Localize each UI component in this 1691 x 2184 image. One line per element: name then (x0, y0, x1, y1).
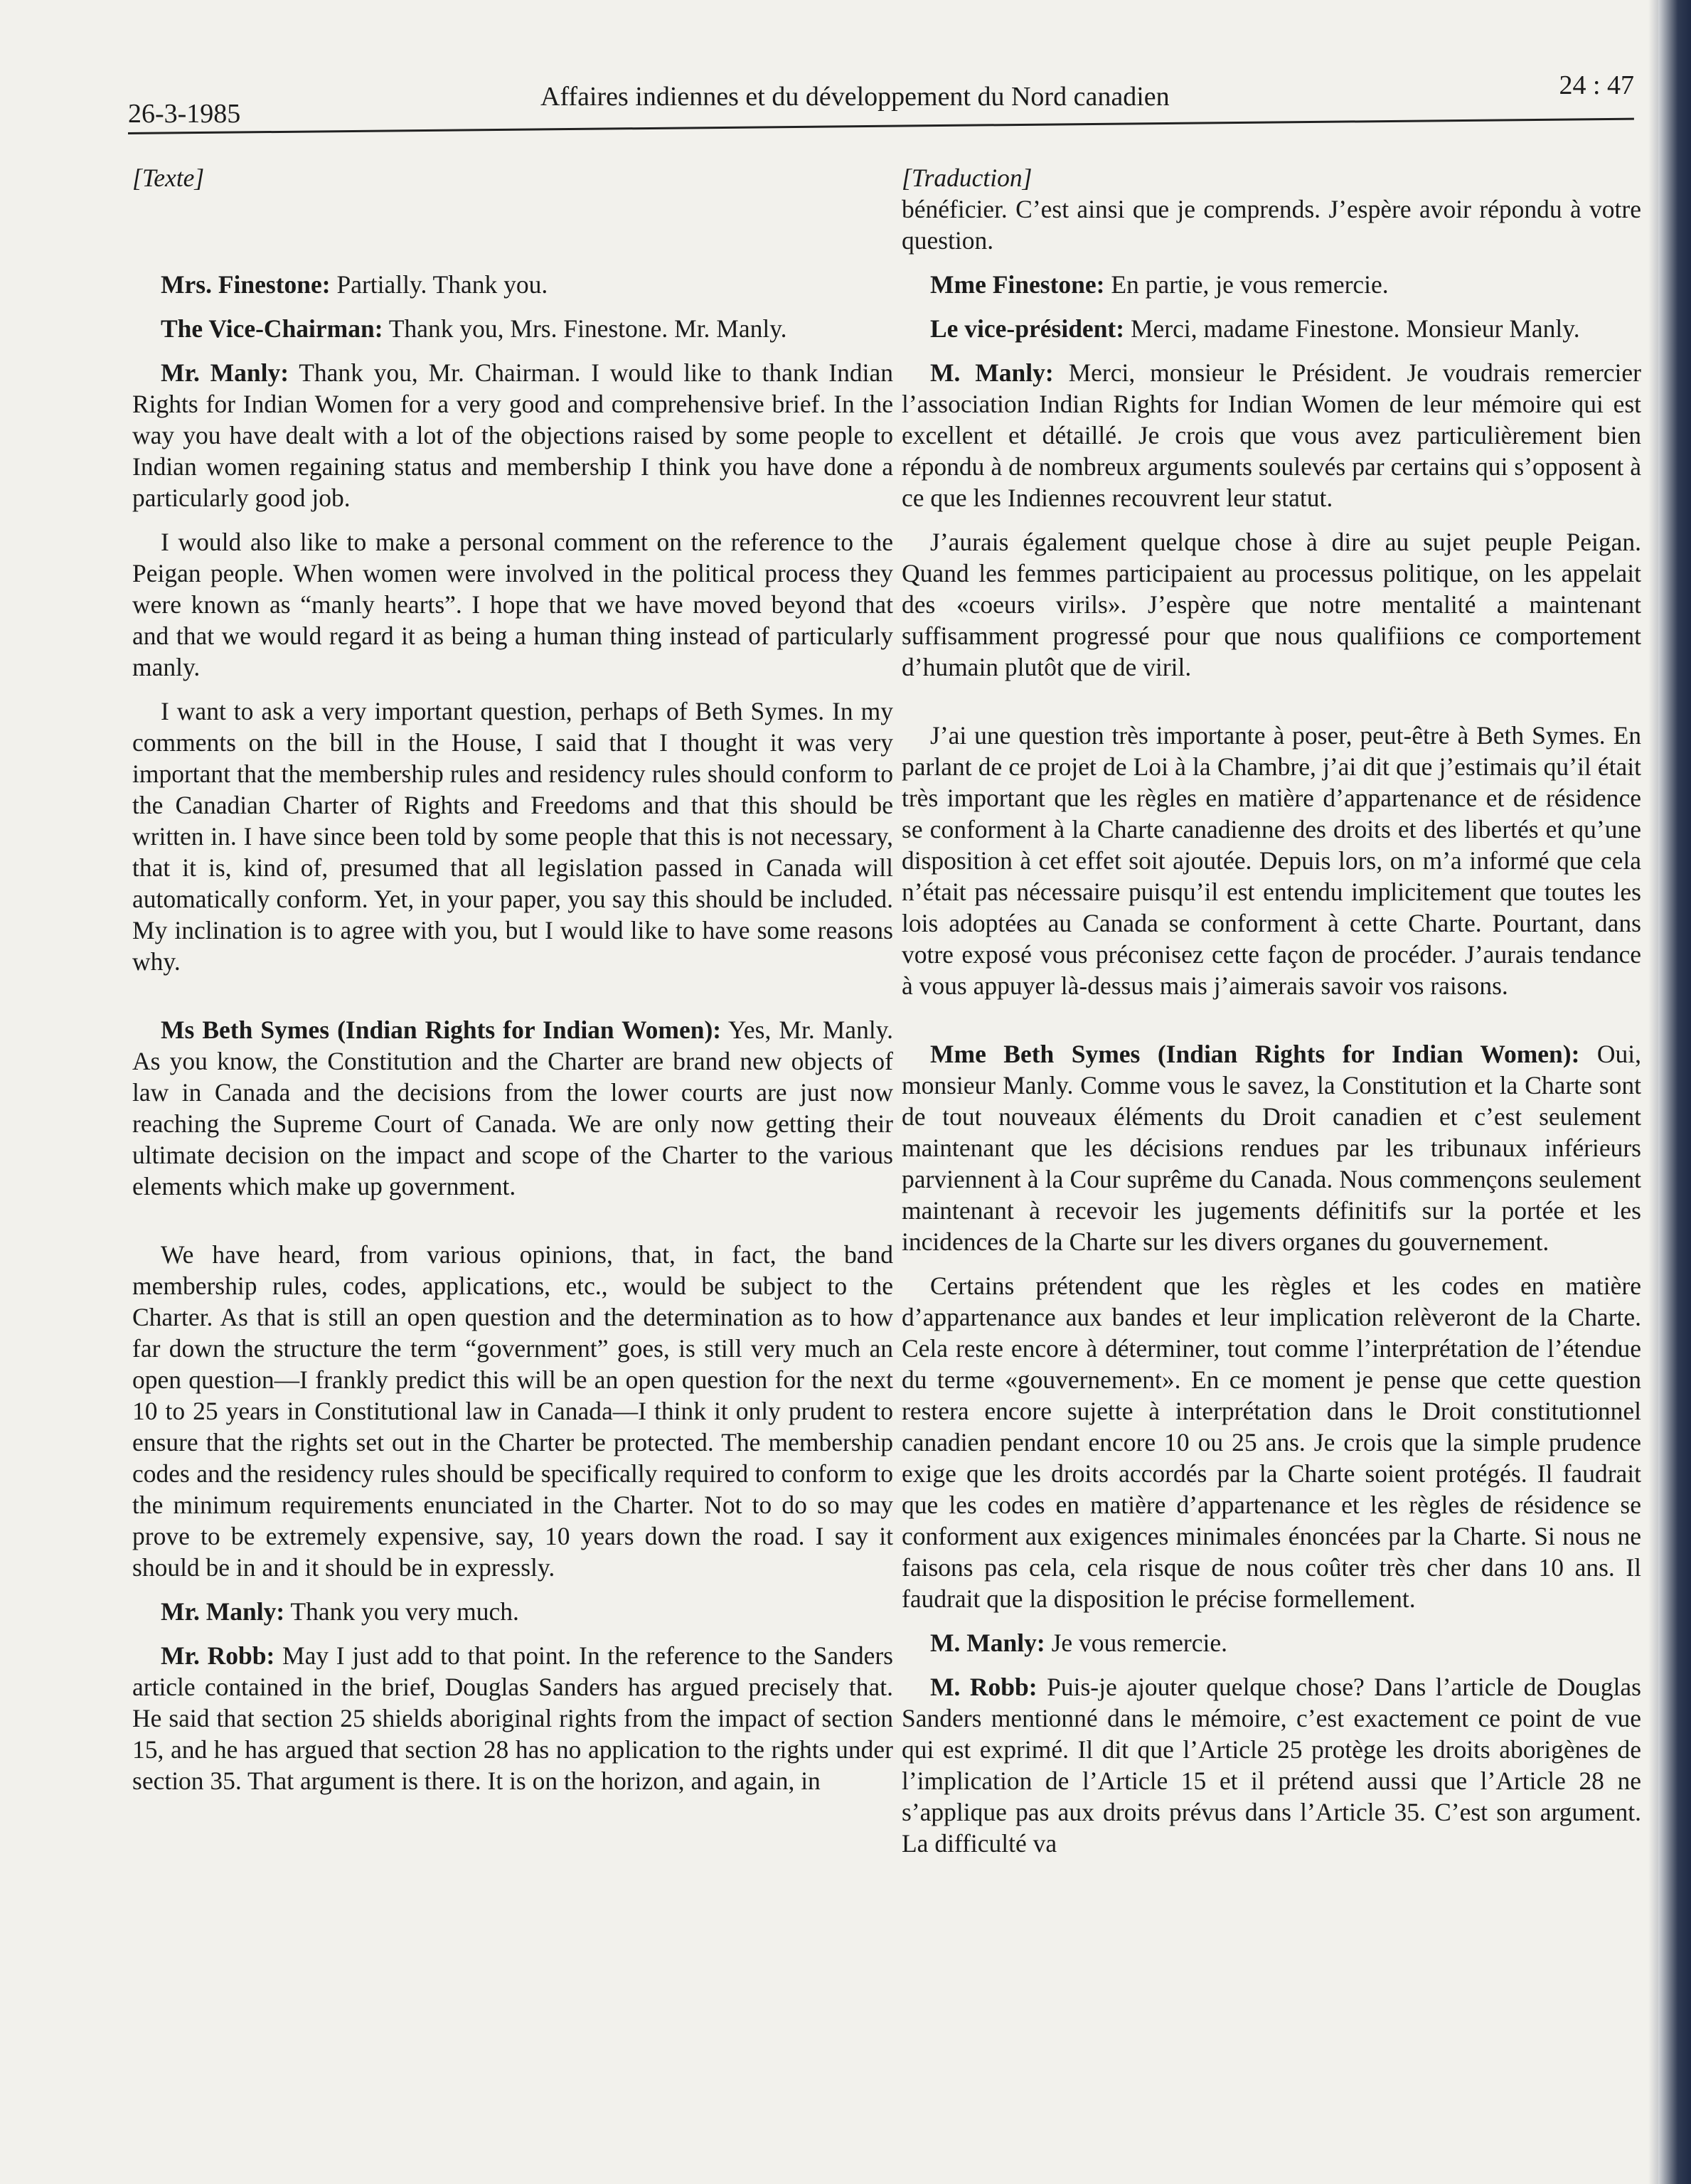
paragraph (132, 357, 893, 513)
paragraph (132, 269, 893, 300)
speech-text: En partie, je vous remercie. (1104, 270, 1389, 299)
header-date: 26-3-1985 (128, 99, 241, 129)
paragraph (902, 193, 1641, 256)
speech-text: Puis-je ajouter quelque chose? Dans l’article de Douglas Sanders mentionné dans le mémoire, c’est exactement ce point de vue qui est exprimé. Il dit que l’Article 25 protège les droits aborigènes de l’implication de l’Article 15 et il prétend aussi que l’Article 28 ne s’applique pas aux droits prévus dans l’Article 35. C’est son argument. La difficulté va (902, 1673, 1641, 1858)
speaker-name: M. Manly: (930, 358, 1054, 387)
speech-text: Partially. Thank you. (330, 270, 548, 299)
left-column-english (132, 162, 893, 1796)
scan-binding-shadow (1658, 0, 1691, 2184)
speech-text: May I just add to that point. In the reference to the Sanders article contained in the brief, Douglas Sanders has argued precisely that. He said that section 25 shields aboriginal rights from the impact of section 15, and he has argued that section 28 has no application to the rights under section 35. That argument is there. It is on the horizon, and again, in (132, 1641, 893, 1795)
speech-text: Thank you, Mrs. Finestone. Mr. Manly. (383, 314, 787, 343)
speech-text: Oui, monsieur Manly. Comme vous le savez, la Constitution et la Charte sont de tout nouveaux éléments du Droit canadien et c’est seulement maintenant que les décisions rendues par les tribunaux inférieurs parviennent à la Cour suprême du Canada. Nous commençons seulement maintenant à recevoir les jugements définitifs sur la portée et les incidences de la Charte sur les divers organes du gouvernement. (902, 1040, 1642, 1256)
speaker-name: Le vice-président: (930, 314, 1125, 343)
paragraph (132, 1014, 893, 1202)
paragraph (132, 1640, 893, 1796)
speaker-name: Mr. Manly: (161, 1597, 285, 1626)
right-column-french (902, 162, 1641, 1859)
column-label-texte: [Texte] (132, 164, 205, 192)
speaker-name: Mr. Robb: (161, 1641, 275, 1670)
speech-text: Je vous remercie. (1045, 1629, 1227, 1657)
speech-text: Certains prétendent que les règles et les codes en matière d’appartenance aux bandes et leur implication relèveront de la Charte. Cela reste encore à déterminer, tout comme l’interprétation de l’étendue du terme «gouvernement». En ce moment je pense que cette question restera encore sujette à interprétation dans le Droit constitutionnel canadien pendant encore 10 ou 25 ans. Je crois que la simple prudence exige que les droits accordés par la Charte soient protégés. Il faudrait que les codes en matière d’appartenance et les règles de résidence se conforment aux exigences minimales énoncées par la Charte. Si nous ne faisons pas cela, cela risque de nous coûter très cher dans 10 ans. Il faudrait que la disposition le précise formellement. (902, 1272, 1641, 1613)
speaker-name: Mr. Manly: (161, 358, 289, 387)
paragraph (902, 1270, 1641, 1614)
paragraph (132, 1596, 893, 1627)
paragraph (132, 1239, 893, 1583)
paragraph (902, 357, 1641, 513)
speaker-name: M. Robb: (930, 1673, 1037, 1701)
speech-text: Thank you, Mr. Chairman. I would like to thank Indian Rights for Indian Women for a very good and comprehensive brief. In the way you have dealt with a lot of the objections raised by some people to Indian women regaining status and membership I think you have done a particularly good job. (132, 358, 893, 512)
speaker-name: Mme Beth Symes (Indian Rights for Indian Women): (930, 1040, 1580, 1068)
speaker-name: Mme Finestone: (930, 270, 1105, 299)
speaker-name: The Vice-Chairman: (161, 314, 383, 343)
header-page-number: 24 : 47 (1559, 70, 1634, 100)
paragraph (132, 313, 893, 344)
speech-text: Thank you very much. (284, 1597, 519, 1626)
paragraph (902, 269, 1641, 300)
page-header (128, 70, 1634, 135)
paragraph (902, 526, 1641, 683)
speech-text: We have heard, from various opinions, that, in fact, the band membership rules, codes, applications, etc., would be subject to the Charter. As that is still an open question and the determination as to how far down the structure the term “government” goes, is still very much an open question—I frankly predict this will be an open question for the next 10 to 25 years in Constitutional law in Canada—I think it only prudent to ensure that the rights set out in the Charter be protected. The membership codes and the residency rules should be specifically required to conform to the minimum requirements enunciated in the Charter. Not to do so may prove to be extremely expensive, say, 10 years down the road. I say it should be in and it should be in expressly. (132, 1240, 893, 1582)
paragraph (902, 1038, 1641, 1257)
speech-text: bénéficier. C’est ainsi que je comprends. J’espère avoir répondu à votre question. (902, 195, 1641, 255)
paragraph (902, 720, 1641, 1001)
column-label-traduction: [Traduction] (902, 164, 1033, 192)
paragraph (132, 526, 893, 683)
paragraph (902, 1627, 1641, 1658)
speech-text: J’aurais également quelque chose à dire au sujet peuple Peigan. Quand les femmes participaient au processus politique, on les appelait des «coeurs virils». J’espère que notre mentalité a maintenant suffisamment progressé pour que nous qualifiions ce comportement d’humain plutôt que de viril. (902, 528, 1641, 681)
paragraph (132, 696, 893, 977)
header-rule (128, 118, 1634, 134)
speaker-name: Mrs. Finestone: (161, 270, 331, 299)
speech-text: Merci, madame Finestone. Monsieur Manly. (1124, 314, 1580, 343)
header-running-title: Affaires indiennes et du développement du Nord canadien (540, 82, 1170, 112)
speech-text: I want to ask a very important question, perhaps of Beth Symes. In my comments on the bill in the House, I said that I thought it was very important that the membership rules and residency rules should conform to the Canadian Charter of Rights and Freedoms and that this should be written in. I have since been told by some people that this is not necessary, that it is, kind of, presumed that all legislation passed in Canada will automatically conform. Yet, in your paper, you say this should be included. My inclination is to agree with you, but I would like to have some reasons why. (132, 697, 893, 976)
speech-text: Merci, monsieur le Président. Je voudrais remercier l’association Indian Rights for Indian Women de leur mémoire qui est excellent et détaillé. Je crois que vous avez particulièrement bien répondu à de nombreux arguments soulevés par certains qui s’opposent à ce que les Indiennes recouvrent leur statut. (902, 358, 1641, 512)
speaker-name: Ms Beth Symes (Indian Rights for Indian Women): (161, 1016, 722, 1044)
page-edge (1648, 0, 1658, 2184)
speaker-name: M. Manly: (930, 1629, 1045, 1657)
speech-text: Yes, Mr. Manly. As you know, the Constitution and the Charter are brand new objects of law in Canada and the decisions from the lower courts are just now reaching the Supreme Court of Canada. We are only now getting their ultimate decision on the impact and scope of the Charter to the various elements which make up government. (132, 1016, 893, 1200)
paragraph (902, 313, 1641, 344)
paragraph (902, 1671, 1641, 1859)
speech-text: J’ai une question très importante à poser, peut-être à Beth Symes. En parlant de ce projet de Loi à la Chambre, j’ai dit que j’estimais qu’il était très important que les règles en matière d’appartenance et de résidence se conforment à la Charte canadienne des droits et des libertés et qu’une disposition à cet effet soit ajoutée. Depuis lors, on m’a informé que cela n’était pas nécessaire puisqu’il est entendu implicitement que toutes les lois adoptées au Canada se conforment à cette Charte. Pourtant, dans votre exposé vous préconisez cette façon de procéder. J’aurais tendance à vous appuyer là-dessus mais j’aimerais savoir vos raisons. (902, 721, 1641, 1000)
speech-text: I would also like to make a personal comment on the reference to the Peigan people. When women were involved in the political process they were known as “manly hearts”. I hope that we have moved beyond that and that we would regard it as being a human thing instead of particularly manly. (132, 528, 893, 681)
